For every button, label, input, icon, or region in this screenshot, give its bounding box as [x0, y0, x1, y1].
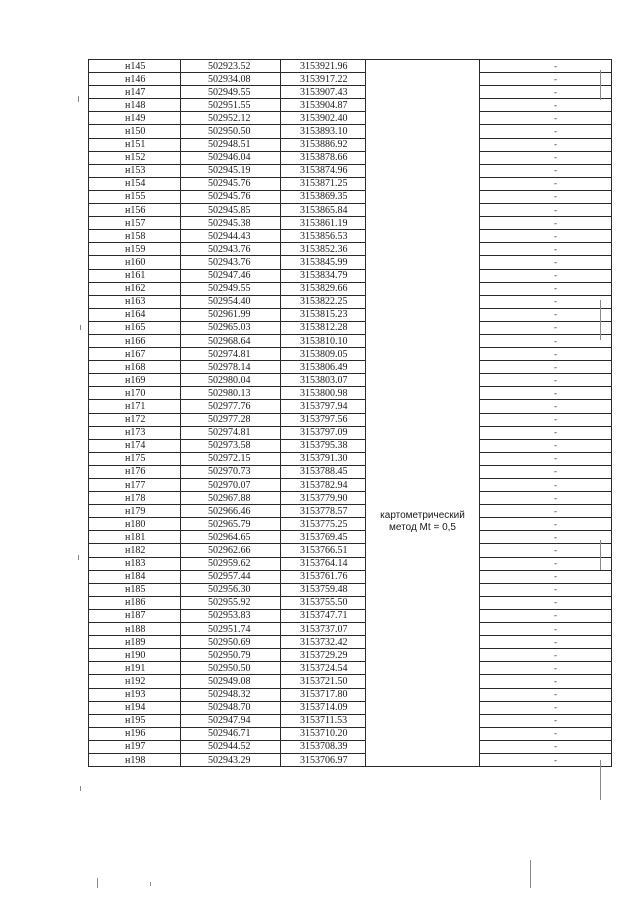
- scan-speck: [530, 860, 531, 888]
- table-row: [89, 99, 612, 112]
- x-coordinate-cell: 502947.94: [181, 714, 281, 727]
- y-coordinate-cell: 3153803.07: [281, 374, 366, 387]
- note-cell: -: [480, 609, 612, 622]
- x-coordinate-cell: 502949.08: [181, 675, 281, 688]
- table-row: [89, 177, 612, 190]
- y-coordinate-cell: 3153737.07: [281, 623, 366, 636]
- x-coordinate-cell: 502962.66: [181, 544, 281, 557]
- scan-speck: [78, 555, 79, 560]
- table-row: [89, 596, 612, 609]
- x-coordinate-cell: 502966.46: [181, 505, 281, 518]
- note-cell: -: [480, 753, 612, 766]
- point-name-cell: н185: [89, 583, 181, 596]
- table-row: [89, 269, 612, 282]
- point-name-cell: н189: [89, 636, 181, 649]
- y-coordinate-cell: 3153764.14: [281, 557, 366, 570]
- table-row: [89, 348, 612, 361]
- table-row: [89, 492, 612, 505]
- x-coordinate-cell: 502974.81: [181, 426, 281, 439]
- y-coordinate-cell: 3153856.53: [281, 230, 366, 243]
- note-cell: -: [480, 256, 612, 269]
- x-coordinate-cell: 502957.44: [181, 570, 281, 583]
- point-name-cell: н191: [89, 662, 181, 675]
- x-coordinate-cell: 502970.73: [181, 465, 281, 478]
- note-cell: -: [480, 636, 612, 649]
- x-coordinate-cell: 502944.52: [181, 740, 281, 753]
- x-coordinate-cell: 502978.14: [181, 361, 281, 374]
- table-row: [89, 636, 612, 649]
- y-coordinate-cell: 3153708.39: [281, 740, 366, 753]
- note-cell: -: [480, 675, 612, 688]
- y-coordinate-cell: 3153778.57: [281, 505, 366, 518]
- x-coordinate-cell: 502950.50: [181, 125, 281, 138]
- point-name-cell: н197: [89, 740, 181, 753]
- boundary-points-table: [88, 59, 612, 767]
- point-name-cell: н154: [89, 177, 181, 190]
- table-row: [89, 60, 612, 73]
- table-row: [89, 217, 612, 230]
- point-name-cell: н186: [89, 596, 181, 609]
- y-coordinate-cell: 3153871.25: [281, 177, 366, 190]
- table-row: [89, 662, 612, 675]
- table-row: [89, 426, 612, 439]
- x-coordinate-cell: 502948.70: [181, 701, 281, 714]
- x-coordinate-cell: 502953.83: [181, 609, 281, 622]
- table-row: [89, 583, 612, 596]
- note-cell: -: [480, 570, 612, 583]
- y-coordinate-cell: 3153714.09: [281, 701, 366, 714]
- table-row: [89, 505, 612, 518]
- note-cell: -: [480, 649, 612, 662]
- x-coordinate-cell: 502967.88: [181, 492, 281, 505]
- table-row: [89, 151, 612, 164]
- x-coordinate-cell: 502964.65: [181, 531, 281, 544]
- y-coordinate-cell: 3153907.43: [281, 86, 366, 99]
- y-coordinate-cell: 3153893.10: [281, 125, 366, 138]
- point-name-cell: н151: [89, 138, 181, 151]
- note-cell: -: [480, 295, 612, 308]
- note-cell: -: [480, 531, 612, 544]
- x-coordinate-cell: 502977.76: [181, 400, 281, 413]
- y-coordinate-cell: 3153724.54: [281, 662, 366, 675]
- x-coordinate-cell: 502951.74: [181, 623, 281, 636]
- x-coordinate-cell: 502973.58: [181, 439, 281, 452]
- y-coordinate-cell: 3153815.23: [281, 308, 366, 321]
- y-coordinate-cell: 3153797.09: [281, 426, 366, 439]
- note-cell: -: [480, 138, 612, 151]
- y-coordinate-cell: 3153782.94: [281, 479, 366, 492]
- point-name-cell: н166: [89, 334, 181, 347]
- note-cell: -: [480, 596, 612, 609]
- table-row: [89, 531, 612, 544]
- x-coordinate-cell: 502946.04: [181, 151, 281, 164]
- point-name-cell: н150: [89, 125, 181, 138]
- x-coordinate-cell: 502947.46: [181, 269, 281, 282]
- point-name-cell: н152: [89, 151, 181, 164]
- scan-speck: [80, 786, 81, 791]
- point-name-cell: н169: [89, 374, 181, 387]
- table-row: [89, 609, 612, 622]
- point-name-cell: н177: [89, 479, 181, 492]
- x-coordinate-cell: 502965.79: [181, 518, 281, 531]
- y-coordinate-cell: 3153779.90: [281, 492, 366, 505]
- y-coordinate-cell: 3153834.79: [281, 269, 366, 282]
- table-row: [89, 727, 612, 740]
- scan-speck: [600, 300, 601, 340]
- point-name-cell: н182: [89, 544, 181, 557]
- table-row: [89, 518, 612, 531]
- x-coordinate-cell: 502968.64: [181, 334, 281, 347]
- note-cell: -: [480, 243, 612, 256]
- x-coordinate-cell: 502945.76: [181, 177, 281, 190]
- point-name-cell: н145: [89, 60, 181, 73]
- note-cell: -: [480, 361, 612, 374]
- x-coordinate-cell: 502952.12: [181, 112, 281, 125]
- y-coordinate-cell: 3153788.45: [281, 465, 366, 478]
- y-coordinate-cell: 3153921.96: [281, 60, 366, 73]
- note-cell: -: [480, 374, 612, 387]
- point-name-cell: н195: [89, 714, 181, 727]
- table-row: [89, 557, 612, 570]
- y-coordinate-cell: 3153729.29: [281, 649, 366, 662]
- y-coordinate-cell: 3153710.20: [281, 727, 366, 740]
- x-coordinate-cell: 502954.40: [181, 295, 281, 308]
- x-coordinate-cell: 502949.55: [181, 282, 281, 295]
- x-coordinate-cell: 502950.50: [181, 662, 281, 675]
- y-coordinate-cell: 3153861.19: [281, 217, 366, 230]
- x-coordinate-cell: 502946.71: [181, 727, 281, 740]
- note-cell: -: [480, 125, 612, 138]
- table-row: [89, 400, 612, 413]
- x-coordinate-cell: 502949.55: [181, 86, 281, 99]
- table-row: [89, 282, 612, 295]
- scan-speck: [150, 882, 151, 886]
- y-coordinate-cell: 3153711.53: [281, 714, 366, 727]
- table-row: [89, 479, 612, 492]
- y-coordinate-cell: 3153845.99: [281, 256, 366, 269]
- y-coordinate-cell: 3153747.71: [281, 609, 366, 622]
- point-name-cell: н170: [89, 387, 181, 400]
- x-coordinate-cell: 502943.76: [181, 243, 281, 256]
- table-row: [89, 649, 612, 662]
- table-row: [89, 256, 612, 269]
- x-coordinate-cell: 502951.55: [181, 99, 281, 112]
- point-name-cell: н149: [89, 112, 181, 125]
- note-cell: -: [480, 112, 612, 125]
- y-coordinate-cell: 3153797.94: [281, 400, 366, 413]
- x-coordinate-cell: 502934.08: [181, 73, 281, 86]
- table-row: [89, 243, 612, 256]
- y-coordinate-cell: 3153904.87: [281, 99, 366, 112]
- scan-speck: [97, 878, 98, 888]
- y-coordinate-cell: 3153865.84: [281, 204, 366, 217]
- y-coordinate-cell: 3153810.10: [281, 334, 366, 347]
- table-row: [89, 204, 612, 217]
- point-name-cell: н146: [89, 73, 181, 86]
- note-cell: -: [480, 60, 612, 73]
- y-coordinate-cell: 3153775.25: [281, 518, 366, 531]
- note-cell: -: [480, 177, 612, 190]
- table-row: [89, 73, 612, 86]
- x-coordinate-cell: 502980.13: [181, 387, 281, 400]
- x-coordinate-cell: 502955.92: [181, 596, 281, 609]
- x-coordinate-cell: 502945.19: [181, 164, 281, 177]
- table-row: [89, 138, 612, 151]
- note-cell: -: [480, 282, 612, 295]
- note-cell: -: [480, 151, 612, 164]
- note-cell: -: [480, 623, 612, 636]
- point-name-cell: н159: [89, 243, 181, 256]
- x-coordinate-cell: 502943.29: [181, 753, 281, 766]
- x-coordinate-cell: 502944.43: [181, 230, 281, 243]
- y-coordinate-cell: 3153812.28: [281, 321, 366, 334]
- x-coordinate-cell: 502972.15: [181, 452, 281, 465]
- note-cell: -: [480, 452, 612, 465]
- x-coordinate-cell: 502950.69: [181, 636, 281, 649]
- scan-speck: [600, 70, 601, 100]
- y-coordinate-cell: 3153755.50: [281, 596, 366, 609]
- point-name-cell: н162: [89, 282, 181, 295]
- table-row: [89, 308, 612, 321]
- table-row: [89, 465, 612, 478]
- point-name-cell: н190: [89, 649, 181, 662]
- table-row: [89, 361, 612, 374]
- note-cell: -: [480, 714, 612, 727]
- point-name-cell: н198: [89, 753, 181, 766]
- table-row: [89, 125, 612, 138]
- note-cell: -: [480, 308, 612, 321]
- note-cell: -: [480, 334, 612, 347]
- x-coordinate-cell: 502959.62: [181, 557, 281, 570]
- x-coordinate-cell: 502977.28: [181, 413, 281, 426]
- note-cell: -: [480, 413, 612, 426]
- y-coordinate-cell: 3153822.25: [281, 295, 366, 308]
- x-coordinate-cell: 502945.76: [181, 190, 281, 203]
- point-name-cell: н192: [89, 675, 181, 688]
- y-coordinate-cell: 3153791.30: [281, 452, 366, 465]
- table-row: [89, 623, 612, 636]
- point-name-cell: н193: [89, 688, 181, 701]
- note-cell: -: [480, 662, 612, 675]
- method-text: картометрический: [380, 510, 465, 522]
- point-name-cell: н194: [89, 701, 181, 714]
- table-row: [89, 544, 612, 557]
- table-body: [89, 60, 612, 767]
- x-coordinate-cell: 502956.30: [181, 583, 281, 596]
- point-name-cell: н176: [89, 465, 181, 478]
- note-cell: -: [480, 544, 612, 557]
- note-cell: -: [480, 230, 612, 243]
- y-coordinate-cell: 3153886.92: [281, 138, 366, 151]
- point-name-cell: н172: [89, 413, 181, 426]
- note-cell: -: [480, 583, 612, 596]
- x-coordinate-cell: 502948.32: [181, 688, 281, 701]
- point-name-cell: н164: [89, 308, 181, 321]
- y-coordinate-cell: 3153852.36: [281, 243, 366, 256]
- note-cell: -: [480, 217, 612, 230]
- point-name-cell: н178: [89, 492, 181, 505]
- point-name-cell: н148: [89, 99, 181, 112]
- point-name-cell: н171: [89, 400, 181, 413]
- table-row: [89, 675, 612, 688]
- note-cell: -: [480, 86, 612, 99]
- table-row: [89, 321, 612, 334]
- table-row: [89, 374, 612, 387]
- method-text: метод Mt = 0,5: [389, 522, 456, 534]
- method-cell: [366, 60, 480, 767]
- y-coordinate-cell: 3153795.38: [281, 439, 366, 452]
- y-coordinate-cell: 3153902.40: [281, 112, 366, 125]
- note-cell: -: [480, 321, 612, 334]
- note-cell: -: [480, 426, 612, 439]
- y-coordinate-cell: 3153917.22: [281, 73, 366, 86]
- scan-speck: [600, 760, 601, 800]
- point-name-cell: н187: [89, 609, 181, 622]
- note-cell: -: [480, 479, 612, 492]
- point-name-cell: н179: [89, 505, 181, 518]
- note-cell: -: [480, 688, 612, 701]
- y-coordinate-cell: 3153800.98: [281, 387, 366, 400]
- note-cell: -: [480, 439, 612, 452]
- point-name-cell: н165: [89, 321, 181, 334]
- note-cell: -: [480, 348, 612, 361]
- y-coordinate-cell: 3153874.96: [281, 164, 366, 177]
- y-coordinate-cell: 3153769.45: [281, 531, 366, 544]
- y-coordinate-cell: 3153797.56: [281, 413, 366, 426]
- y-coordinate-cell: 3153766.51: [281, 544, 366, 557]
- table-row: [89, 164, 612, 177]
- note-cell: -: [480, 190, 612, 203]
- note-cell: -: [480, 518, 612, 531]
- x-coordinate-cell: 502970.07: [181, 479, 281, 492]
- table-row: [89, 112, 612, 125]
- table-row: [89, 295, 612, 308]
- note-cell: -: [480, 557, 612, 570]
- x-coordinate-cell: 502965.03: [181, 321, 281, 334]
- y-coordinate-cell: 3153809.05: [281, 348, 366, 361]
- table-row: [89, 714, 612, 727]
- point-name-cell: н155: [89, 190, 181, 203]
- note-cell: -: [480, 400, 612, 413]
- point-name-cell: н183: [89, 557, 181, 570]
- x-coordinate-cell: 502943.76: [181, 256, 281, 269]
- table-row: [89, 439, 612, 452]
- y-coordinate-cell: 3153759.48: [281, 583, 366, 596]
- note-cell: -: [480, 269, 612, 282]
- point-name-cell: н168: [89, 361, 181, 374]
- point-name-cell: н156: [89, 204, 181, 217]
- scan-speck: [78, 96, 79, 102]
- y-coordinate-cell: 3153869.35: [281, 190, 366, 203]
- y-coordinate-cell: 3153878.66: [281, 151, 366, 164]
- x-coordinate-cell: 502945.85: [181, 204, 281, 217]
- point-name-cell: н158: [89, 230, 181, 243]
- x-coordinate-cell: 502945.38: [181, 217, 281, 230]
- point-name-cell: н157: [89, 217, 181, 230]
- x-coordinate-cell: 502974.81: [181, 348, 281, 361]
- y-coordinate-cell: 3153717.80: [281, 688, 366, 701]
- point-name-cell: н161: [89, 269, 181, 282]
- point-name-cell: н180: [89, 518, 181, 531]
- table-row: [89, 86, 612, 99]
- note-cell: -: [480, 204, 612, 217]
- x-coordinate-cell: 502950.79: [181, 649, 281, 662]
- point-name-cell: н181: [89, 531, 181, 544]
- table-row: [89, 190, 612, 203]
- point-name-cell: н175: [89, 452, 181, 465]
- x-coordinate-cell: 502923.52: [181, 60, 281, 73]
- point-name-cell: н174: [89, 439, 181, 452]
- point-name-cell: н173: [89, 426, 181, 439]
- table-row: [89, 334, 612, 347]
- y-coordinate-cell: 3153806.49: [281, 361, 366, 374]
- point-name-cell: н196: [89, 727, 181, 740]
- point-name-cell: н184: [89, 570, 181, 583]
- table-row: [89, 570, 612, 583]
- table-row: [89, 413, 612, 426]
- y-coordinate-cell: 3153721.50: [281, 675, 366, 688]
- note-cell: -: [480, 727, 612, 740]
- point-name-cell: н163: [89, 295, 181, 308]
- point-name-cell: н153: [89, 164, 181, 177]
- note-cell: -: [480, 505, 612, 518]
- x-coordinate-cell: 502948.51: [181, 138, 281, 151]
- table-row: [89, 740, 612, 753]
- scan-speck: [80, 325, 81, 330]
- point-name-cell: н147: [89, 86, 181, 99]
- note-cell: -: [480, 492, 612, 505]
- point-name-cell: н167: [89, 348, 181, 361]
- y-coordinate-cell: 3153706.97: [281, 753, 366, 766]
- scan-speck: [600, 540, 601, 570]
- note-cell: -: [480, 465, 612, 478]
- point-name-cell: н160: [89, 256, 181, 269]
- table-row: [89, 688, 612, 701]
- table-row: [89, 230, 612, 243]
- point-name-cell: н188: [89, 623, 181, 636]
- y-coordinate-cell: 3153761.76: [281, 570, 366, 583]
- x-coordinate-cell: 502980.04: [181, 374, 281, 387]
- y-coordinate-cell: 3153829.66: [281, 282, 366, 295]
- note-cell: -: [480, 701, 612, 714]
- note-cell: -: [480, 99, 612, 112]
- table-row: [89, 387, 612, 400]
- table-row: [89, 452, 612, 465]
- note-cell: -: [480, 73, 612, 86]
- y-coordinate-cell: 3153732.42: [281, 636, 366, 649]
- note-cell: -: [480, 740, 612, 753]
- x-coordinate-cell: 502961.99: [181, 308, 281, 321]
- table-row: [89, 753, 612, 766]
- note-cell: -: [480, 387, 612, 400]
- table-row: [89, 701, 612, 714]
- note-cell: -: [480, 164, 612, 177]
